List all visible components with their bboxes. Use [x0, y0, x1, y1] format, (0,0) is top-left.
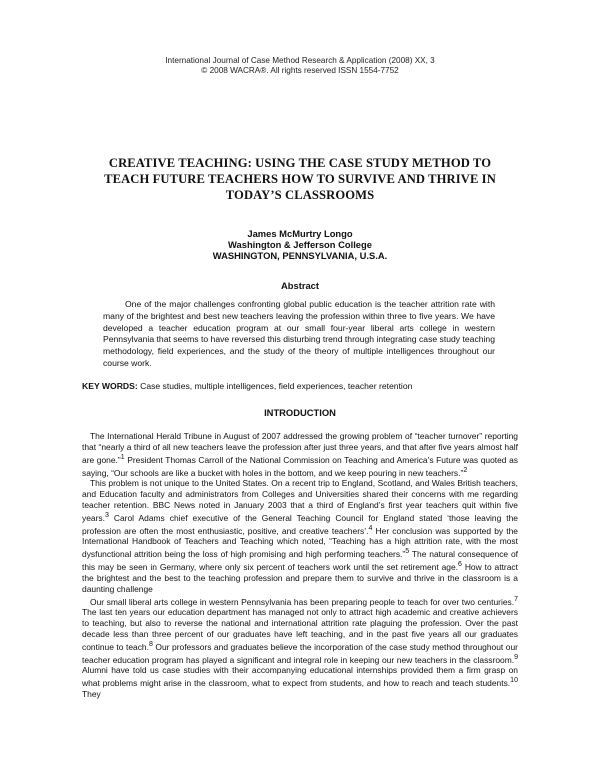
abstract-heading: Abstract: [280, 280, 320, 291]
author-location: WASHINGTON, PENNSYLVANIA, U.S.A.: [212, 250, 388, 261]
author-name: James McMurtry Longo: [247, 228, 353, 239]
introduction-heading: INTRODUCTION: [264, 407, 336, 418]
keywords-text: Case studies, multiple intelligences, field experiences, teacher retention: [140, 381, 413, 391]
footnote-ref: 6: [458, 561, 462, 569]
introduction-body: [82, 431, 518, 700]
footnote-ref: 5: [405, 548, 410, 556]
copyright-line: © 2008 WACRA®. All rights reserved ISSN 1554-7752: [201, 66, 399, 75]
title-line: CREATIVE TEACHING: USING THE CASE STUDY METHOD TO: [108, 156, 492, 170]
paper-title: [60, 155, 540, 203]
footnote-ref: 3: [104, 511, 109, 519]
footnote-ref: 7: [514, 595, 518, 603]
footnote-ref: 4: [368, 524, 373, 532]
footnote-ref: 8: [148, 641, 153, 648]
title-line: TEACH FUTURE TEACHERS HOW TO SURVIVE AND THRIVE IN: [104, 172, 496, 186]
keywords: [82, 381, 522, 392]
paragraph: Our small liberal arts college in western Pennsylvania has been preparing people to teach for over two centuries.$^7$ The last ten years our education department has managed not only to attract high academic and creative achievers to teaching, but also to reverse the national and international attrition rate plaguing the profession. Over the past decade less than three percent of our graduates have left teaching, and in the past five years all our graduates continue to teach.$^8$ Our professors and graduates believe the incorporation of the case study method throughout our teacher education program has played a significant and integral role in keeping our new teachers in the classroom.$^9$ Alumni have told us case studies with their accompanying educational internships provided them a firm grasp on what problems might arise in the classroom, what to expect from students, and how to reach and teach students.$^{10}$ They: [82, 595, 518, 700]
author-institution: Washington & Jefferson College: [228, 239, 372, 250]
footnote-ref: 1: [120, 453, 125, 461]
paragraph: This problem is not unique to the United States. On a recent trip to England, Scotland, and Wales British teachers, and Education faculty and administrators from Colleges and Universities shared their concerns with me regarding teacher retention. BBC News noted in January 2003 that a third of England’s first year teachers quit within five years.$^3$ Carol Adams chief executive of the General Teaching Council for England stated ‘those leaving the profession are often the most enthusiastic, positive, and creative teachers’.$^4$ Her conclusion was supported by the International Handbook of Teachers and Teaching which noted, “Teaching has a high attrition rate, with the most dysfunctional attrition being the loss of high promising and high performing teachers.”$^5$ The natural consequence of this may be seen in Germany, where only six percent of teachers work until the set retirement age.$^6$ How to attract the brightest and the best to the teaching profession and prepare them to survive and thrive in the classroom is a daunting challenge: [82, 478, 519, 594]
keywords-label: KEY WORDS:: [82, 381, 138, 391]
paragraph: The International Herald Tribune in August of 2007 addressed the growing problem of “teacher turnover” reporting that “nearly a third of all new teachers leave the profession after just three years, and that after five years almost half are gone.”$^1$ President Thomas Carroll of the National Commission on Teaching and America’s Future was quoted as saying, “Our schools are like a bucket with holes in the bottom, and we keep pouring in new teachers.”$^2$: [82, 431, 519, 478]
abstract-text: One of the major challenges confronting global public education is the teacher attrition rate with many of the brightest and best new teachers leaving the profession within three to five years. We have developed a teacher education program at our small four-year liberal arts college in western Pennsylvania that seems to have reversed this disturbing trend through integrating case study teaching methodology, field experiences, and the study of the theory of multiple intelligences throughout our course work.: [103, 299, 495, 368]
journal-header: International Journal of Case Method Research & Application (2008) XX, 3: [165, 56, 435, 65]
footnote-ref: 10: [510, 677, 518, 685]
footnote-ref: 9: [514, 653, 518, 661]
title-line: TODAY’S CLASSROOMS: [225, 188, 375, 202]
footnote-ref: 2: [463, 466, 468, 474]
